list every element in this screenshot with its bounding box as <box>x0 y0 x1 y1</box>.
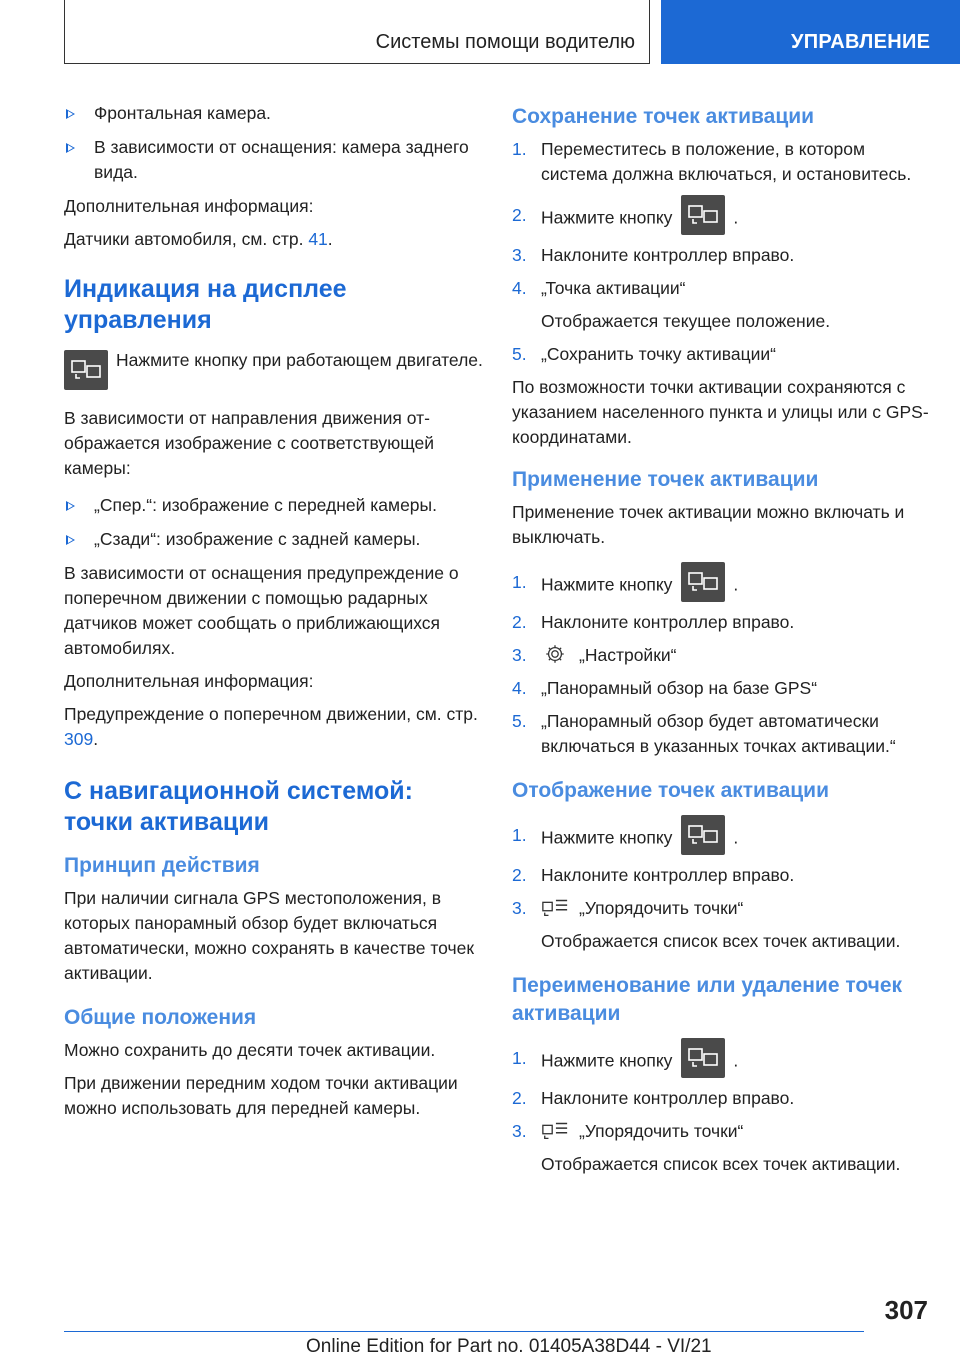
bullet-front-camera: Фронтальная камера. <box>64 101 484 126</box>
heading-nav-system: С навигационной системой: точки активации <box>64 777 413 836</box>
paragraph: Дополнительная информация: <box>64 671 314 691</box>
step-item: 2. Наклоните контроллер вправо. <box>512 1088 795 1108</box>
paragraph: По возможности точки активации сохраняются с указанием населенного пункта и улицы или с GPS-координатами. <box>512 377 929 447</box>
heading-indication: Индикация на дисплее управления <box>64 275 347 334</box>
heading-principle: Принцип действия <box>64 854 260 877</box>
step-item: 3. Наклоните контроллер вправо. <box>512 245 795 265</box>
page-link[interactable]: 309 <box>64 729 94 749</box>
step-item: 1. Переместитесь в положение, в котором система должна включаться, и остановитесь. <box>512 139 912 184</box>
step-item: 2. Наклоните контроллер вправо. <box>512 865 795 885</box>
paragraph: При наличии сигнала GPS местоположения, в которых панорамный обзор будет включаться автоматически, можно сохранять в качестве точек активации. <box>64 888 475 983</box>
camera-view-button-icon <box>64 350 108 390</box>
step-item: 2. Наклоните контроллер вправо. <box>512 612 795 632</box>
paragraph: При движении передним ходом точки активации можно использовать для передней камеры. <box>64 1073 458 1118</box>
camera-view-button-icon <box>681 562 725 602</box>
gear-icon <box>541 643 569 665</box>
bullet-front-view: „Спер.“: изображение с передней камеры. <box>64 493 484 518</box>
left-column <box>64 101 484 1129</box>
header-section-title: Системы помощи водителю <box>375 31 635 53</box>
bullet-rear-camera: В зависимости от оснащения: камера заднего вида. <box>64 135 484 185</box>
step-item: 4. „Точка активации“ Отображается текущее положение. <box>512 278 831 331</box>
heading-general: Общие положения <box>64 1006 257 1029</box>
step-item: 3. „Упорядочить точки“ Отображается список всех точек активации. <box>512 1121 901 1174</box>
step-item: 1. Нажмите кнопку . <box>512 570 932 602</box>
note-press-button <box>64 348 484 392</box>
list-settings-icon <box>541 896 569 918</box>
paragraph: Применение точек активации можно включать и выключать. <box>512 502 905 547</box>
header-chapter-title: УПРАВЛЕНИЕ <box>791 31 931 53</box>
paragraph: Предупреждение о поперечном движении, см. стр. 309. <box>64 704 478 749</box>
heading-rename-points: Переименование или удаление точек активации <box>512 974 903 1025</box>
camera-view-button-icon <box>681 195 725 235</box>
page-link[interactable]: 41 <box>308 229 328 249</box>
heading-use-points: Применение точек активации <box>512 468 819 491</box>
heading-show-points: Отображение точек активации <box>512 779 829 802</box>
paragraph: Можно сохранить до десяти точек активации. <box>64 1040 436 1060</box>
list-settings-icon <box>541 1119 569 1141</box>
paragraph: Дополнительная информация: <box>64 196 314 216</box>
paragraph: Датчики автомобиля, см. стр. 41. <box>64 229 333 249</box>
step-item: 5. „Панорамный обзор будет автоматически включаться в указанных точках активации.“ <box>512 711 896 756</box>
step-item: 4. „Панорамный обзор на базе GPS“ <box>512 678 818 698</box>
heading-save-points: Сохранение точек активации <box>512 105 815 128</box>
footer-edition: Online Edition for Part no. 01405A38D44 - VI/21 <box>306 1336 712 1357</box>
page-number: 307 <box>884 1295 928 1325</box>
header-section-box <box>64 0 650 64</box>
footer-divider <box>64 1331 864 1332</box>
note-text: Нажмите кнопку при работающем двигателе. <box>116 350 483 370</box>
step-item: 2. Нажмите кнопку . <box>512 203 932 235</box>
camera-view-button-icon <box>681 815 725 855</box>
step-item: 1. Нажмите кнопку . <box>512 1046 932 1078</box>
right-column <box>512 101 932 1185</box>
paragraph: В зависимости от оснащения предупреждение о поперечном движении с помощью радарных датчиков может сообщать о приближающихся автомобилях. <box>64 563 459 658</box>
bullet-rear-view: „Сзади“: изображение с задней камеры. <box>64 527 484 552</box>
step-item: 5. „Сохранить точку активации“ <box>512 344 777 364</box>
camera-view-button-icon <box>681 1038 725 1078</box>
paragraph: В зависимости от направления движения отображается изображение с соответствующей камеры: <box>64 408 435 478</box>
step-item: 3. „Упорядочить точки“ Отображается список всех точек активации. <box>512 898 901 951</box>
header-chapter-box <box>661 0 960 64</box>
step-item: 3. „Настройки“ <box>512 645 677 665</box>
step-item: 1. Нажмите кнопку . <box>512 823 932 855</box>
